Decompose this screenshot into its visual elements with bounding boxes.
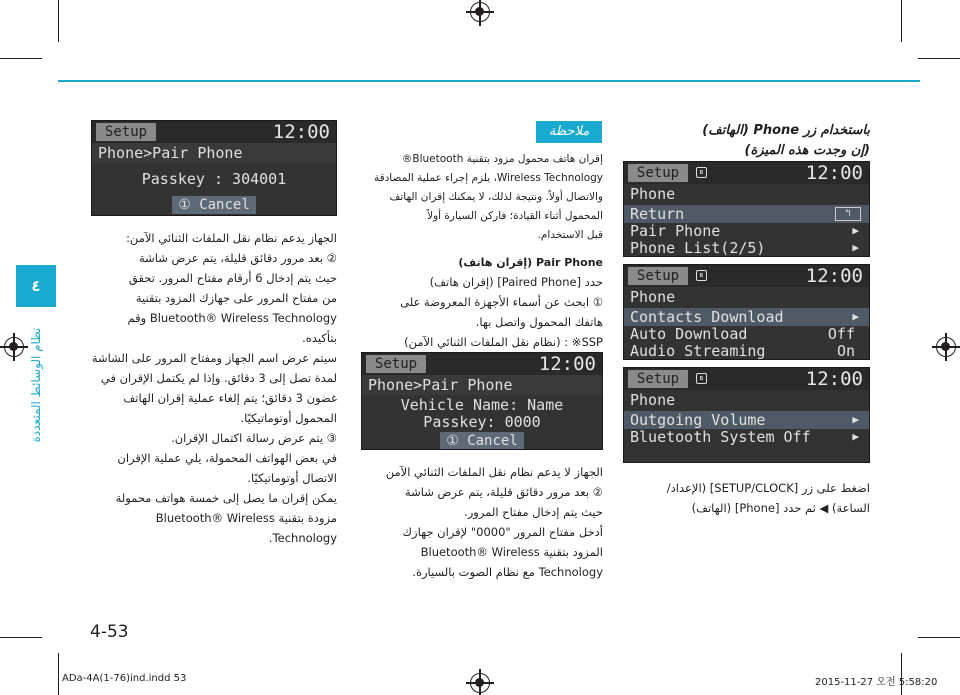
text-line: Technology مع نظام الصوت بالسيارة. (412, 565, 603, 579)
phone-menu-screen-3 (623, 367, 870, 463)
setup-label: Setup (628, 370, 688, 388)
passkey-display: Passkey : 304001 (141, 170, 287, 188)
crop-mark (901, 0, 902, 42)
menu-item-label: Return (630, 205, 685, 223)
text-line: ② بعد مرور دقائق قليلة، يتم عرض شاشة (404, 485, 603, 499)
screen-title: Phone (630, 185, 676, 203)
text-line: هاتفك المحمول واتصل بها. (475, 315, 603, 329)
middle-bottom-text (357, 462, 603, 582)
screen-header (624, 265, 869, 287)
crop-mark (58, 653, 59, 695)
text-line: المحمول أثناء القيادة؛ فاركن السيارة أولاً (427, 210, 603, 222)
menu-item-label: Audio Streaming (630, 342, 766, 360)
triangle-right-icon: ▶ (852, 430, 859, 443)
heading-line: باستخدام زر Phone (الهاتف) (702, 123, 870, 138)
crop-mark (918, 58, 960, 59)
menu-item-pair-phone[interactable] (624, 222, 869, 240)
text-line: حدد [Paired Phone] (إقران هاتف) (429, 275, 603, 289)
chapter-tab: ٤ (16, 265, 56, 307)
cancel-button[interactable]: ① Cancel (172, 196, 256, 214)
setting-value: On (836, 342, 855, 360)
menu-item-label: Auto Download (630, 325, 748, 343)
setup-label: Setup (628, 164, 688, 182)
cancel-button[interactable]: ① Cancel (440, 432, 524, 450)
registration-mark-icon (470, 2, 490, 22)
footer-datetime: 2015-11-27 오전 5:58:20 (815, 677, 938, 688)
menu-item-label: Contacts Download (630, 308, 784, 326)
left-column-text (91, 228, 337, 548)
screen-title: Phone (630, 391, 676, 409)
middle-intro-text (357, 150, 603, 245)
registration-mark-icon (936, 337, 956, 357)
menu-item-label: Pair Phone (630, 222, 721, 240)
registration-mark-icon (4, 337, 24, 357)
bluetooth-icon: ʙ (696, 373, 707, 384)
screen-header (92, 121, 336, 143)
text-line: حيث يتم إدخال 6 أرقام مفتاح المرور. تحقق (128, 271, 337, 285)
clock: 12:00 (805, 265, 863, 287)
text-line: والاتصال أولاً. ونتيجة لذلك، لا يمكنك إقران الهاتف (389, 191, 603, 203)
menu-item-bluetooth-system-off[interactable] (624, 428, 869, 446)
text-line: حيث يتم إدخال مفتاح المرور. (464, 505, 603, 519)
setting-value: Off (827, 325, 855, 343)
bluetooth-icon: ʙ (696, 270, 707, 281)
screen-header (624, 368, 869, 390)
text-line: مزودة بتقنية Bluetooth® Wireless (155, 511, 337, 525)
text-line: إقران هاتف محمول مزود بتقنية Bluetooth® (401, 153, 603, 165)
text-line: الجهاز لا يدعم نظام نقل الملفات الثنائي الآمن (385, 465, 603, 479)
cancel-row (92, 195, 336, 213)
footer-file: ADa-4A(1-76)ind.indd 53 (62, 673, 187, 684)
menu-item-label: Bluetooth System Off (630, 428, 811, 446)
text-line: Bluetooth® Wireless Technology وقم (127, 311, 337, 325)
middle-steps-text (357, 272, 603, 352)
menu-item-auto-download[interactable] (624, 325, 869, 343)
phone-menu-screen-2 (623, 264, 870, 360)
setup-label: Setup (628, 267, 688, 285)
phone-button-heading (620, 121, 870, 161)
clock: 12:00 (805, 368, 863, 390)
back-icon: ↰ (835, 207, 861, 221)
crop-mark (0, 58, 42, 59)
crop-mark (918, 637, 960, 638)
text-line: الساعة) ◀ ثم حدد [Phone] (الهاتف) (691, 501, 870, 515)
text-line: ② بعد مرور دقائق قليلة، يتم عرض شاشة (138, 251, 337, 265)
pair-phone-heading: Pair Phone (إقران هاتف) (458, 256, 603, 269)
screen-path: Phone>Pair Phone (92, 143, 336, 163)
text-line: ① ابحث عن أسماء الأجهزة المعروضة على (400, 295, 603, 309)
text-line: المحمول أوتوماتيكيًا. (240, 411, 337, 425)
triangle-right-icon: ▶ (852, 241, 859, 254)
text-line: Technology. (268, 531, 337, 545)
triangle-right-icon: ▶ (852, 224, 859, 237)
setup-label: Setup (366, 355, 426, 373)
text-line: ③ يتم عرض رسالة اكتمال الإقران. (171, 431, 337, 445)
page-number: 4-53 (90, 622, 129, 642)
menu-item-audio-streaming[interactable] (624, 342, 869, 360)
text-line: بتأكيده. (302, 331, 337, 345)
text-line: الاتصال أوتوماتيكيًا. (247, 471, 337, 485)
pair-phone-ssp-screen (91, 120, 337, 216)
text-line: اضغط على زر [SETUP/CLOCK] (الإعداد/ (666, 481, 870, 495)
menu-item-label: Outgoing Volume (630, 411, 766, 429)
crop-mark (0, 637, 42, 638)
menu-item-return[interactable] (624, 205, 869, 223)
text-line: من مفتاح المرور على جهازك المزود بتقنية (135, 291, 337, 305)
passkey-display: Passkey: 0000 (423, 413, 541, 431)
section-title: نظام الوسائط المتعددة (29, 327, 43, 443)
text-line: أدخل مفتاح المرور "0000" لإقران جهازك (402, 525, 603, 539)
crop-mark (58, 0, 59, 42)
text-line: الجهاز يدعم نظام نقل الملفات الثنائي الآمن: (126, 231, 337, 245)
text-line: قبل الاستخدام. (537, 229, 603, 241)
text-line: Wireless Technology، يلزم إجراء عملية المصادقة (373, 172, 603, 184)
menu-item-contacts-download[interactable] (624, 308, 869, 326)
menu-item-label: Phone List(2/5) (630, 239, 766, 257)
text-line: لمدة تصل إلى 3 دقائق. وإذا لم يكتمل الإقران في (100, 371, 337, 385)
text-line: سيتم عرض اسم الجهاز ومفتاح المرور على الشاشة (91, 351, 337, 365)
text-line: يمكن إقران ما يصل إلى خمسة هواتف محمولة (115, 491, 337, 505)
clock: 12:00 (538, 353, 596, 375)
menu-item-outgoing-volume[interactable] (624, 411, 869, 429)
right-bottom-text (620, 478, 870, 518)
note-label: ملاحظة (536, 121, 602, 143)
text-line: المزود بتقنية Bluetooth® Wireless (420, 545, 603, 559)
text-line: غضون 3 دقائق؛ يتم إلغاء عملية إقران الهاتف (123, 391, 337, 405)
pair-phone-passkey-screen (361, 352, 603, 450)
triangle-right-icon: ▶ (852, 413, 859, 426)
clock: 12:00 (272, 121, 330, 143)
bluetooth-icon: ʙ (696, 167, 707, 178)
screen-header (624, 162, 869, 184)
vehicle-name: Vehicle Name: Name (400, 396, 564, 414)
screen-path: Phone>Pair Phone (362, 375, 602, 395)
registration-mark-icon (470, 673, 490, 693)
text-line: SSP※ : (نظام نقل الملفات الثنائي الآمن) (404, 335, 603, 349)
triangle-right-icon: ▶ (852, 310, 859, 323)
cancel-row (362, 431, 602, 449)
heading-line: (إن وجدت هذه الميزة) (744, 143, 870, 158)
screen-header (362, 353, 602, 375)
clock: 12:00 (805, 162, 863, 184)
screen-title: Phone (630, 288, 676, 306)
text-line: في بعض الهواتف المحمولة، يلي عملية الإقران (117, 451, 337, 465)
setup-label: Setup (96, 123, 156, 141)
menu-item-phone-list[interactable] (624, 239, 869, 257)
header-rule (58, 80, 920, 82)
phone-menu-screen-1 (623, 161, 870, 257)
